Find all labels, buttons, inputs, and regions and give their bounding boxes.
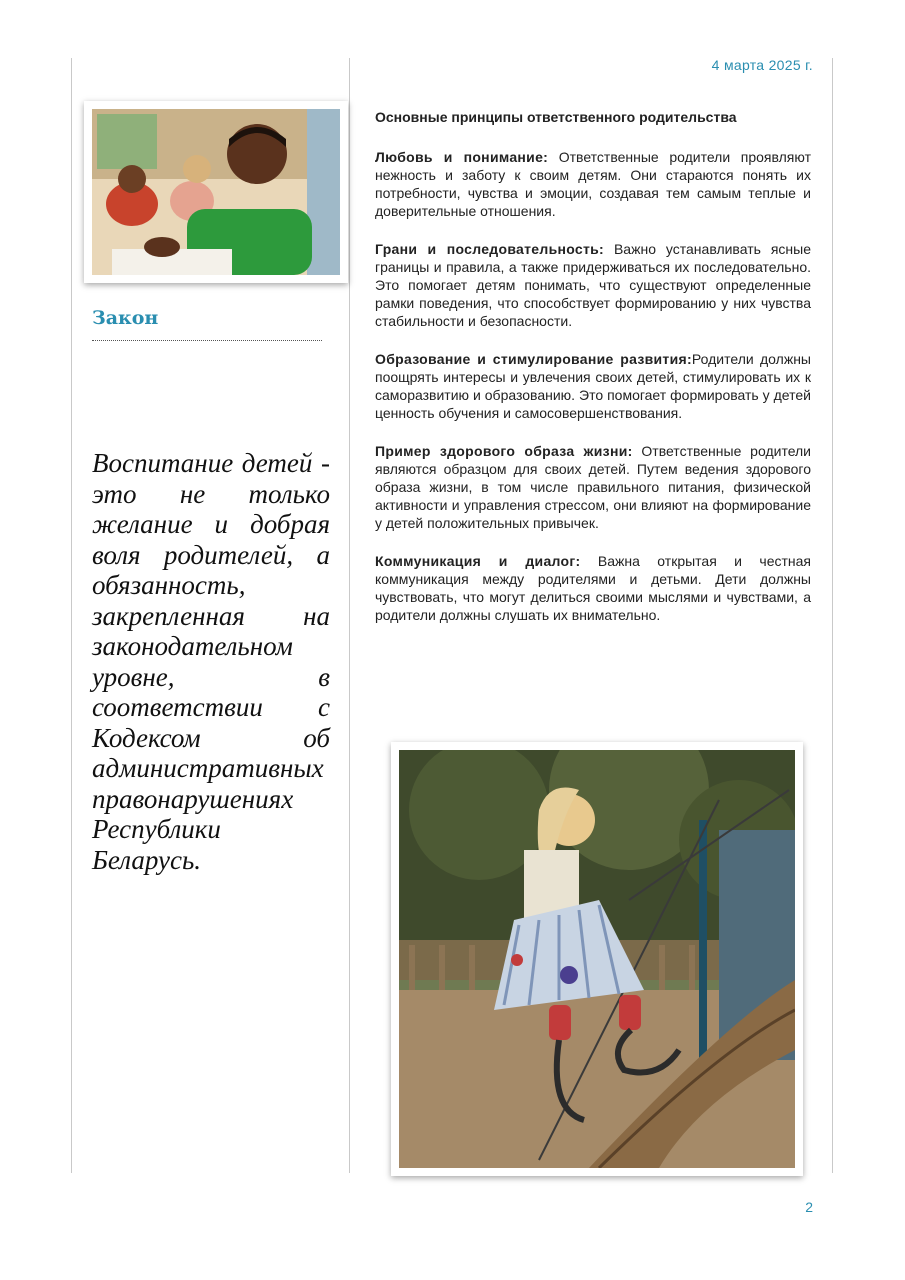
page-date: 4 марта 2025 г. xyxy=(711,57,813,73)
principle-text: Ответственные родители являются образцом для своих детей. Путем ведения здорового образа жизни, в том числе правильного питания, физической активности и управления стрессом, они влияют на формирование у детей положительных привычек. xyxy=(375,443,812,531)
principle-paragraph xyxy=(375,350,811,422)
principle-term: Пример здорового образа жизни: xyxy=(375,443,633,459)
left-margin-rule xyxy=(71,58,72,1173)
main-article xyxy=(375,108,811,644)
principle-paragraph xyxy=(375,552,811,624)
principle-term: Любовь и понимание: xyxy=(375,149,549,165)
section-title: Закон xyxy=(92,307,159,329)
principle-term: Образование и стимулирование развития: xyxy=(375,351,692,367)
page-number: 2 xyxy=(805,1199,813,1215)
principle-paragraph xyxy=(375,240,811,330)
article-heading: Основные принципы ответственного родительства xyxy=(375,109,737,125)
principle-term: Грани и последовательность: xyxy=(375,241,605,257)
principle-text: Ответственные родители проявляют нежность и заботу к своим детям. Они стараются понять их потребности, чувства и эмоции, создавая тем самым теплые и доверительные отношения. xyxy=(375,149,811,219)
principle-paragraph xyxy=(375,442,811,532)
principle-text: Важно устанавливать ясные границы и правила, а также придерживаться их последовательно. Это помогает детям понимать, что существуют определенные рамки поведения, что способствует формированию у них чувства стабильности и безопасности. xyxy=(375,241,811,329)
right-margin-rule xyxy=(832,58,833,1173)
photo-girl-climbing xyxy=(391,742,803,1176)
principle-text: Важна открытая и честная коммуникация между родителями и детьми. Дети должны чувствовать, что могут делиться своими мыслями и чувствами, а родители должны слушать их внимательно. xyxy=(375,553,811,623)
principle-text: Родители должны поощрять интересы и увлечения своих детей, стимулировать их к саморазвитию и образованию. Это помогает формировать у детей ценность обучения и самосовершенствования. xyxy=(375,351,811,421)
principle-paragraph xyxy=(375,148,811,220)
photo-boy-classroom xyxy=(84,101,348,283)
column-divider-rule xyxy=(349,58,350,1173)
law-quote: Воспитание детей - это не только желание и добрая воля родителей, а обязанность, закрепленная на законодательном уровне, в соответствии с Кодексом об административных правонарушениях Республики Беларусь. xyxy=(92,448,330,875)
title-dotted-underline xyxy=(92,340,322,341)
principle-term: Коммуникация и диалог: xyxy=(375,553,581,569)
